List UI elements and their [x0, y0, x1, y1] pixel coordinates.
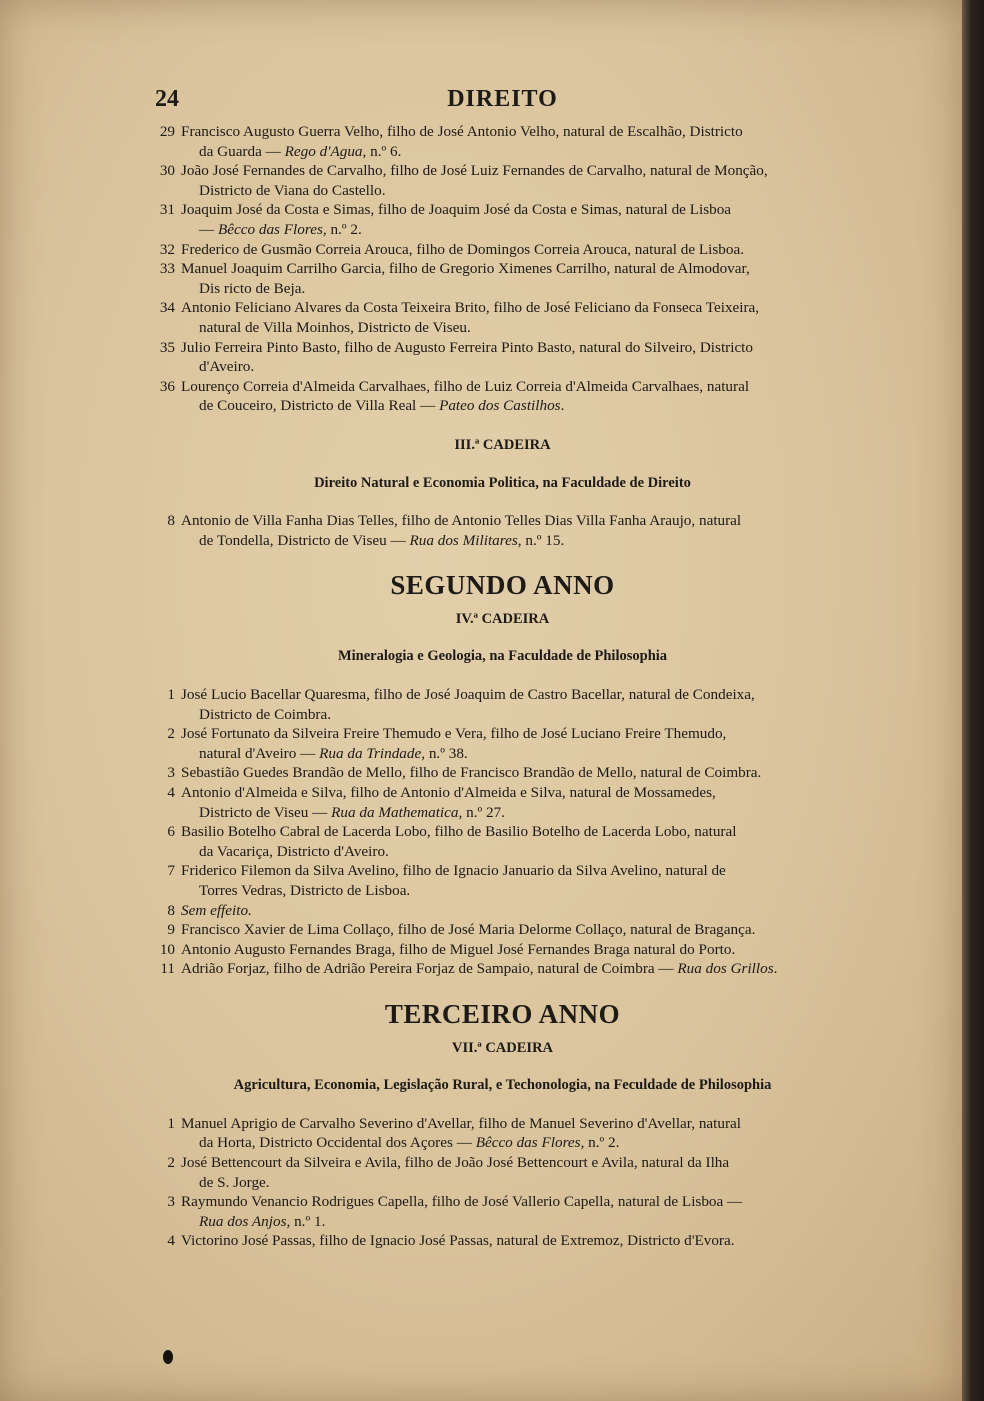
- entry-text: Manuel Aprigio de Carvalho Severino d'Avellar, filho de Manuel Severino d'Avellar, natural: [181, 1114, 741, 1132]
- entry-text: , n.º 1.: [286, 1212, 326, 1230]
- entry-text: Torres Vedras, Districto de Lisboa.: [199, 882, 411, 899]
- list-item: [155, 511, 850, 550]
- entry-text: natural d'Aveiro —: [199, 744, 320, 762]
- entry-text: Lourenço Correia d'Almeida Carvalhaes, filho de Luiz Correia d'Almeida Carvalhaes, natural: [181, 377, 750, 395]
- entry-number: 35: [159, 338, 175, 356]
- entry-address: Bêcco das Flores: [217, 220, 323, 238]
- list-item: [155, 763, 850, 783]
- entry-number: 2: [167, 1153, 175, 1171]
- cadeira-heading: VII.ª CADEIRA: [451, 1039, 554, 1056]
- page-number: 24: [155, 86, 179, 112]
- entry-text: , n.º 27.: [458, 803, 505, 821]
- entry-number: 4: [167, 784, 175, 802]
- list-item: [155, 940, 850, 960]
- entry-text: Districto de Coimbra.: [199, 705, 332, 723]
- entry-text: Districto de Viseu —: [199, 803, 332, 821]
- entry-text: José Lucio Bacellar Quaresma, filho de José Joaquim de Castro Bacellar, natural de Condeixa,: [181, 686, 755, 704]
- list-item: [155, 920, 850, 940]
- cadeira-heading: IV.ª CADEIRA: [455, 610, 550, 627]
- entry-number: 30: [159, 162, 175, 180]
- page-header: [155, 86, 850, 122]
- list-item: [155, 1153, 850, 1192]
- entry-continuation: [181, 142, 850, 162]
- list-item: [155, 240, 850, 260]
- entry-number: 8: [167, 512, 175, 530]
- list-item: [155, 822, 850, 861]
- entry-text: João José Fernandes de Carvalho, filho de José Luiz Fernandes de Carvalho, natural de Monção,: [181, 162, 768, 180]
- entry-number: 36: [159, 377, 175, 395]
- entry-text: , n.º 15.: [517, 531, 565, 549]
- entry-continuation: [181, 744, 850, 764]
- list-item: [155, 122, 850, 161]
- list-item: [155, 298, 850, 337]
- entry-text: Antonio Augusto Fernandes Braga, filho de Miguel José Fernandes Braga natural do Porto.: [181, 940, 736, 958]
- list-item: [155, 724, 850, 763]
- entry-number: 2: [167, 725, 175, 743]
- entry-text: da Vacariça, Districto d'Aveiro.: [199, 842, 389, 860]
- entry-text: Joaquim José da Costa e Simas, filho de Joaquim José da Costa e Simas, natural de Lisboa: [181, 201, 732, 219]
- entry-number: 1: [167, 686, 175, 704]
- entry-continuation: [181, 357, 850, 377]
- list-item: [155, 338, 850, 377]
- entry-number: 10: [159, 940, 175, 958]
- entry-number: 11: [160, 960, 175, 978]
- entry-number: 8: [167, 901, 175, 919]
- list-item: [155, 259, 850, 298]
- entry-text: Sebastião Guedes Brandão de Mello, filho de Francisco Brandão de Mello, natural de Coimbra.: [181, 764, 762, 782]
- entry-continuation: [181, 531, 850, 551]
- entry-number: 33: [159, 260, 175, 278]
- entry-text: , n.º 2.: [322, 220, 362, 238]
- entry-text: .: [773, 960, 778, 978]
- entry-text: Victorino José Passas, filho de Ignacio José Passas, natural de Extremoz, Districto d'Evora.: [181, 1232, 735, 1250]
- entry-address: Rua dos Grillos: [677, 960, 774, 978]
- list-item: [155, 1231, 850, 1251]
- entry-number: 4: [167, 1232, 175, 1250]
- entry-address: Rua dos Militares: [409, 531, 518, 549]
- entry-text: Adrião Forjaz, filho de Adrião Pereira Forjaz de Sampaio, natural de Coimbra —: [181, 960, 678, 978]
- entry-text: natural de Villa Moinhos, Districto de Viseu.: [199, 318, 471, 336]
- entry-text: Manuel Joaquim Carrilho Garcia, filho de Gregorio Ximenes Carrilho, natural de Almodovar,: [181, 260, 750, 278]
- cadeira-subject: Agricultura, Economia, Legislação Rural, e Techonologia, na Feculdade de Philosophia: [233, 1077, 772, 1094]
- entry-number: 1: [167, 1114, 175, 1132]
- entry-address: Rua dos Anjos: [199, 1212, 287, 1230]
- entry-continuation: [181, 220, 850, 240]
- entry-address: Sem effeito.: [181, 901, 252, 919]
- entry-continuation: [181, 881, 850, 901]
- entry-text: Julio Ferreira Pinto Basto, filho de Augusto Ferreira Pinto Basto, natural do Silveiro, Districto: [181, 338, 753, 356]
- page-content: [155, 86, 850, 1251]
- entry-text: de S. Jorge.: [199, 1173, 270, 1191]
- entry-text: da Horta, Districto Occidental dos Açores —: [199, 1134, 476, 1152]
- book-spine: [962, 0, 984, 1401]
- entry-text: Frederico de Gusmão Correia Arouca, filho de Domingos Correia Arouca, natural de Lisboa.: [181, 240, 745, 258]
- entry-text: Antonio de Villa Fanha Dias Telles, filho de Antonio Telles Dias Villa Fanha Araujo, natural: [181, 512, 742, 530]
- entry-text: d'Aveiro.: [199, 358, 255, 376]
- entry-continuation: [181, 1212, 850, 1232]
- entry-continuation: [181, 803, 850, 823]
- entry-number: 32: [159, 240, 175, 258]
- list-item: [155, 200, 850, 239]
- cadeira-subject: Direito Natural e Economia Politica, na Faculdade de Direito: [314, 474, 691, 491]
- entry-number: 31: [159, 201, 175, 219]
- entry-continuation: [181, 842, 850, 862]
- entry-number: 34: [159, 299, 175, 317]
- entry-text: Francisco Xavier de Lima Collaço, filho de José Maria Delorme Collaço, natural de Bragança.: [181, 921, 756, 939]
- entry-continuation: [181, 181, 850, 201]
- entry-text: .: [560, 397, 565, 415]
- entry-number: 7: [167, 862, 175, 880]
- cadeira-subject: Mineralogia e Geologia, na Faculdade de Philosophia: [337, 648, 668, 665]
- entry-text: Antonio Feliciano Alvares da Costa Teixeira Brito, filho de José Feliciano da Fonseca Teixeira,: [181, 299, 760, 317]
- entry-text: Raymundo Venancio Rodrigues Capella, filho de José Vallerio Capella, natural de Lisboa —: [181, 1193, 743, 1211]
- list-item: [155, 1114, 850, 1153]
- list-item: [155, 1192, 850, 1231]
- entry-number: 9: [167, 921, 175, 939]
- entry-continuation: [181, 279, 850, 299]
- entry-text: José Fortunato da Silveira Freire Themudo e Vera, filho de José Luciano Freire Themudo,: [181, 725, 727, 743]
- list-item: [155, 783, 850, 822]
- entry-continuation: [181, 396, 850, 416]
- entry-address: Bêcco das Flores: [475, 1134, 581, 1152]
- entry-address: Rua da Mathematica: [331, 803, 459, 821]
- entry-text: , n.º 38.: [421, 744, 468, 762]
- entry-list-segundo: [155, 685, 850, 979]
- list-item: [155, 959, 850, 979]
- entry-continuation: [181, 705, 850, 725]
- list-item: [155, 161, 850, 200]
- entry-continuation: [181, 1133, 850, 1153]
- entry-list-terceiro: [155, 1114, 850, 1251]
- entry-text: de Tondella, Districto de Viseu —: [199, 531, 410, 549]
- cadeira-heading: III.ª CADEIRA: [454, 436, 551, 453]
- entry-text: —: [199, 220, 218, 238]
- entry-text: da Guarda —: [199, 142, 285, 160]
- list-item: [155, 685, 850, 724]
- entry-number: 29: [159, 123, 175, 140]
- list-item: [155, 861, 850, 900]
- entry-text: de Couceiro, Districto de Villa Real —: [199, 397, 440, 415]
- ink-blot: [163, 1350, 173, 1364]
- entry-address: Rego d'Agua: [284, 142, 363, 160]
- entry-number: 6: [167, 823, 175, 841]
- entry-text: Basilio Botelho Cabral de Lacerda Lobo, filho de Basilio Botelho de Lacerda Lobo, natural: [181, 823, 737, 841]
- entry-list-cadeira3: [155, 511, 850, 550]
- entry-continuation: [181, 1173, 850, 1193]
- list-item: [155, 901, 850, 921]
- entry-address: Rua da Trindade: [319, 744, 422, 762]
- page-title: DIREITO: [447, 86, 558, 112]
- section-title: TERCEIRO ANNO: [384, 998, 621, 1029]
- entry-continuation: [181, 318, 850, 338]
- entry-text: Districto de Viana do Castello.: [199, 181, 386, 199]
- entry-text: Friderico Filemon da Silva Avelino, filho de Ignacio Januario da Silva Avelino, natural de: [181, 862, 726, 880]
- entry-number: 3: [167, 764, 175, 782]
- entry-text: Dis ricto de Beja.: [199, 279, 306, 297]
- entry-text: Antonio d'Almeida e Silva, filho de Antonio d'Almeida e Silva, natural de Mossamedes,: [181, 784, 716, 802]
- entry-address: Pateo dos Castilhos: [439, 397, 561, 415]
- entry-text: José Bettencourt da Silveira e Avila, filho de João José Bettencourt e Avila, natural da Ilha: [181, 1153, 730, 1171]
- entry-list-primeiro: [155, 122, 850, 416]
- list-item: [155, 377, 850, 416]
- entry-text: , n.º 2.: [580, 1134, 620, 1152]
- section-title: SEGUNDO ANNO: [390, 570, 615, 601]
- entry-text: , n.º 6.: [362, 142, 402, 160]
- entry-number: 3: [167, 1193, 175, 1211]
- entry-text: Francisco Augusto Guerra Velho, filho de José Antonio Velho, natural de Escalhão, Districto: [181, 123, 743, 140]
